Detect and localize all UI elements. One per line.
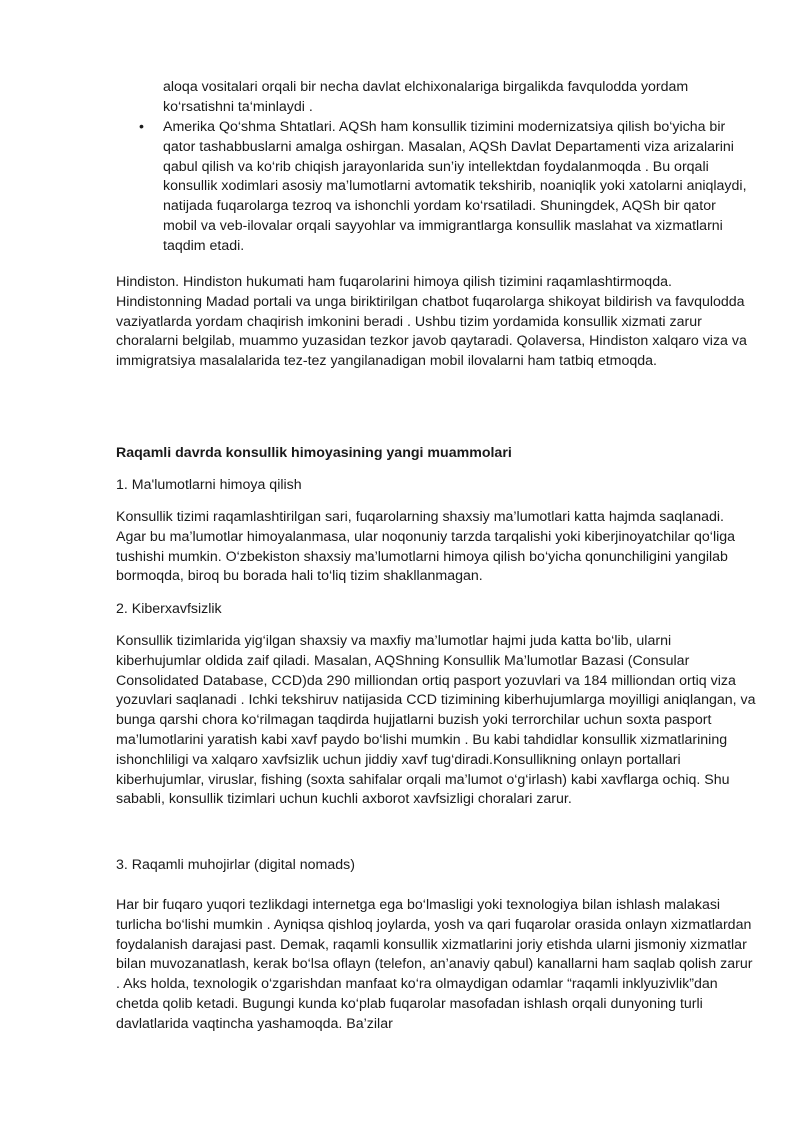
data-protection-paragraph: Konsullik tizimi raqamlashtirilgan sari, fuqarolarning shaxsiy ma’lumotlari katta hajmda saqlanadi. Agar bu ma’lumotlar himoyalanmasa, ular noqonuniy tarzda tarqalishi yoki kiberjinoyatchilar qo‘liga tushishi mumkin. O‘zbekiston shaxsiy ma’lumotlarni himoya qilish bo‘yicha qonunchiligini yangilab bormoqda, biroq bu borada hali to‘liq tizim shakllanmagan. <box>116 509 736 585</box>
bullet-continuation-text: aloqa vositalari orqali bir necha davlat elchixonalariga birgalikda favqulodda yordam ko‘rsatishni ta‘minlaydi . <box>163 79 689 115</box>
subsection-title-cybersecurity: 2. Kiberxavfsizlik <box>116 601 222 617</box>
bullet-text: Amerika Qo‘shma Shtatlari. AQSh ham konsullik tizimini modernizatsiya qilish bo‘yicha bir qator tashabbuslarni amalga oshirgan. Masalan, AQSh Davlat Departamenti viza arizalarini qabul qilish va ko‘rib chiqish jarayonlarida sun’iy intellektdan foydalanmoqda . Bu orqali konsullik xodimlari asosiy ma’lumotlarni avtomatik tekshirib, noaniqlik yoki xatolarni aniqlaydi, natijada fuqarolarga tezroq va ishonchli yordam ko‘rsatiladi. Shuningdek, AQSh bir qator mobil va veb-ilovalar orqali sayyohlar va immigrantlarga konsullik maslahat va xizmatlarni taqdim etadi. <box>163 119 747 254</box>
digital-nomads-paragraph: Har bir fuqaro yuqori tezlikdagi internetga ega bo‘lmasligi yoki texnologiya bilan ishlash malakasi turlicha bo‘lishi mumkin . Ayniqsa qishloq joylarda, yosh va qari fuqarolar orasida onlayn xizmatlardan foydalanish darajasi past. Demak, raqamli konsullik xizmatlarini joriy etishda ularni jismoniy xizmatlar bilan muvozanatlash, kerak bo‘lsa oflayn (telefon, an’anaviy qabul) kanallarni ham saqlab qolish zarur . Aks holda, texnologik o‘zgarishdan manfaat ko‘ra olmaydigan odamlar “raqamli inklyuzivlik”dan chetda qolib ketadi. Bugungi kunda ko‘plab fuqarolar masofadan ishlash orqali dunyoning turli davlatlarida vaqtincha yashamoqda. Ba’zilar <box>116 897 753 1032</box>
cybersecurity-paragraph: Konsullik tizimlarida yig‘ilgan shaxsiy va maxfiy ma’lumotlar hajmi juda katta bo‘lib, ularni kiberhujumlar oldida zaif qiladi. Masalan, AQShning Konsullik Ma’lumotlar Bazasi (Consular Consolidated Database, CCD)da 290 milliondan ortiq pasport yozuvlari va 184 milliondan ortiq viza yozuvlari saqlanadi . Ichki tekshiruv natijasida CCD tizimining kiberhujumlarga moyilligi aniqlangan, va bunga qarshi chora ko‘rilmagan taqdirda hujjatlarni buzish yoki terrorchilar uchun soxta pasport ma’lumotlarini yaratish kabi xavf paydo bo‘lishi mumkin . Bu kabi tahdidlar konsullik xizmatlarining ishonchliligi va xalqaro xavfsizlik uchun jiddiy xavf tug‘diradi.Konsullikning onlayn portallari kiberhujumlar, viruslar, fishing (soxta sahifalar orqali ma’lumot o‘g‘irlash) kabi xavflarga ochiq. Shu sababli, konsullik tizimlari uchun kuchli axborot xavfsizligi choralari zarur. <box>116 633 756 808</box>
bullet-item-usa <box>139 118 753 257</box>
section-heading: Raqamli davrda konsullik himoyasining yangi muammolari <box>116 445 512 461</box>
india-paragraph: Hindiston. Hindiston hukumati ham fuqarolarini himoya qilish tizimini raqamlashtirmoqda. Hindistonning Madad portali va unga biriktirilgan chatbot fuqarolarga shikoyat bildirish va favqulodda vaziyatlarda yordam chaqirish imkonini beradi . Ushbu tizim yordamida konsullik xizmati zarur choralarni belgilab, muammo yuzasidan tezkor javob qaytaradi. Qolaversa, Hindiston xalqaro viza va immigratsiya masalalarida tez-tez yangilanadigan mobil ilovalarni ham tatbiq etmoqda. <box>116 274 747 370</box>
subsection-title-digital-nomads: 3. Raqamli muhojirlar (digital nomads) <box>116 857 355 873</box>
subsection-title-data-protection: 1. Ma'lumotlarni himoya qilish <box>116 477 302 493</box>
bullet-icon: • <box>139 119 144 135</box>
bullet-list <box>139 118 753 257</box>
